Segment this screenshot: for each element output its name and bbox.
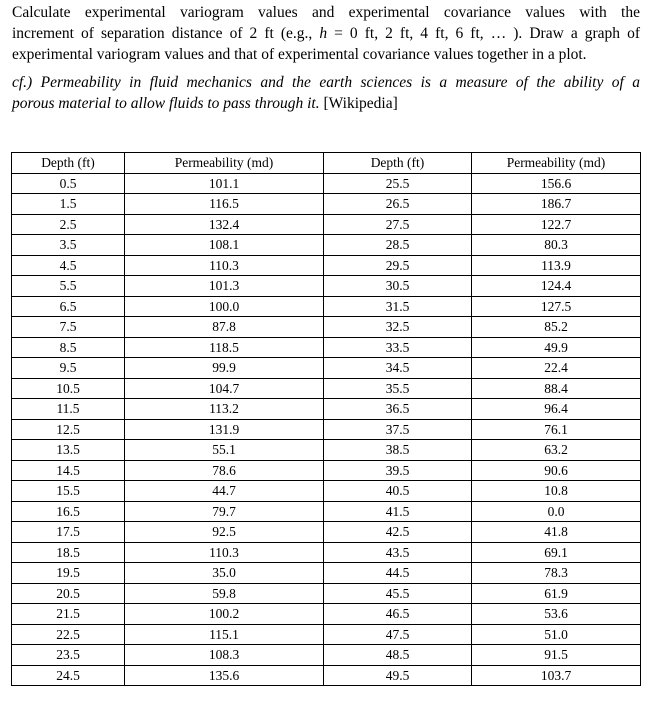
depth-cell: 5.5 (12, 276, 125, 297)
permeability-cell: 103.7 (472, 665, 641, 686)
table-row (12, 645, 641, 666)
permeability-cell: 79.7 (125, 501, 324, 522)
table-row (12, 173, 641, 194)
depth-cell: 46.5 (324, 604, 472, 625)
depth-cell: 37.5 (324, 419, 472, 440)
depth-cell: 7.5 (12, 317, 125, 338)
note-line-1: cf.) Permeability in fluid mechanics and the earth sciences is a measure of the ability of a (12, 74, 640, 91)
depth-cell: 25.5 (324, 173, 472, 194)
depth-cell: 26.5 (324, 194, 472, 215)
depth-cell: 41.5 (324, 501, 472, 522)
depth-cell: 35.5 (324, 378, 472, 399)
permeability-cell: 108.1 (125, 235, 324, 256)
header-permeability-right: Permeability (md) (472, 153, 641, 174)
permeability-cell: 132.4 (125, 214, 324, 235)
permeability-cell: 63.2 (472, 440, 641, 461)
separation-variable-h: h (319, 25, 328, 42)
table-row (12, 194, 641, 215)
depth-cell: 3.5 (12, 235, 125, 256)
permeability-cell: 99.9 (125, 358, 324, 379)
permeability-cell: 113.2 (125, 399, 324, 420)
header-depth-right: Depth (ft) (324, 153, 472, 174)
task-line-3: experimental variogram values and that of experimental covariance values together in a plot. (12, 46, 587, 63)
depth-cell: 15.5 (12, 481, 125, 502)
depth-cell: 42.5 (324, 522, 472, 543)
permeability-cell: 101.3 (125, 276, 324, 297)
permeability-cell: 59.8 (125, 583, 324, 604)
depth-cell: 36.5 (324, 399, 472, 420)
table-row (12, 214, 641, 235)
depth-cell: 8.5 (12, 337, 125, 358)
depth-cell: 32.5 (324, 317, 472, 338)
task-line-1: Calculate experimental variogram values and experimental covariance values with the (12, 4, 640, 21)
permeability-cell: 41.8 (472, 522, 641, 543)
permeability-cell: 88.4 (472, 378, 641, 399)
depth-cell: 12.5 (12, 419, 125, 440)
permeability-cell: 104.7 (125, 378, 324, 399)
depth-cell: 44.5 (324, 563, 472, 584)
permeability-cell: 61.9 (472, 583, 641, 604)
permeability-cell: 92.5 (125, 522, 324, 543)
permeability-cell: 96.4 (472, 399, 641, 420)
permeability-cell: 101.1 (125, 173, 324, 194)
depth-cell: 21.5 (12, 604, 125, 625)
permeability-cell: 100.2 (125, 604, 324, 625)
permeability-cell: 85.2 (472, 317, 641, 338)
table-row (12, 255, 641, 276)
depth-cell: 28.5 (324, 235, 472, 256)
depth-cell: 31.5 (324, 296, 472, 317)
depth-cell: 33.5 (324, 337, 472, 358)
permeability-cell: 35.0 (125, 563, 324, 584)
permeability-cell: 53.6 (472, 604, 641, 625)
table-row (12, 604, 641, 625)
depth-cell: 6.5 (12, 296, 125, 317)
depth-cell: 2.5 (12, 214, 125, 235)
depth-cell: 38.5 (324, 440, 472, 461)
table-row (12, 481, 641, 502)
table-row (12, 337, 641, 358)
table-body (12, 173, 641, 686)
permeability-cell: 80.3 (472, 235, 641, 256)
permeability-cell: 156.6 (472, 173, 641, 194)
table-row (12, 624, 641, 645)
depth-cell: 40.5 (324, 481, 472, 502)
table-row (12, 378, 641, 399)
permeability-cell: 110.3 (125, 542, 324, 563)
permeability-cell: 127.5 (472, 296, 641, 317)
note-line-2-text: porous material to allow fluids to pass through it. (12, 95, 320, 112)
table-row (12, 358, 641, 379)
table-row (12, 542, 641, 563)
header-permeability-left: Permeability (md) (125, 153, 324, 174)
table-row (12, 317, 641, 338)
permeability-cell: 55.1 (125, 440, 324, 461)
table-row (12, 399, 641, 420)
permeability-cell: 124.4 (472, 276, 641, 297)
permeability-cell: 108.3 (125, 645, 324, 666)
permeability-cell: 10.8 (472, 481, 641, 502)
depth-cell: 17.5 (12, 522, 125, 543)
task-line-2 (12, 23, 640, 44)
depth-cell: 16.5 (12, 501, 125, 522)
task-instructions (12, 2, 640, 65)
note-source: [Wikipedia] (319, 95, 398, 112)
depth-cell: 10.5 (12, 378, 125, 399)
depth-cell: 0.5 (12, 173, 125, 194)
table-row (12, 522, 641, 543)
table-row (12, 501, 641, 522)
permeability-cell: 51.0 (472, 624, 641, 645)
table-row (12, 276, 641, 297)
permeability-cell: 22.4 (472, 358, 641, 379)
depth-cell: 30.5 (324, 276, 472, 297)
table-row (12, 419, 641, 440)
permeability-cell: 135.6 (125, 665, 324, 686)
depth-cell: 1.5 (12, 194, 125, 215)
table-row (12, 583, 641, 604)
permeability-cell: 186.7 (472, 194, 641, 215)
permeability-cell: 49.9 (472, 337, 641, 358)
table-row (12, 440, 641, 461)
permeability-cell: 69.1 (472, 542, 641, 563)
depth-cell: 18.5 (12, 542, 125, 563)
depth-cell: 49.5 (324, 665, 472, 686)
depth-cell: 27.5 (324, 214, 472, 235)
depth-cell: 24.5 (12, 665, 125, 686)
permeability-cell: 78.6 (125, 460, 324, 481)
depth-cell: 23.5 (12, 645, 125, 666)
permeability-cell: 115.1 (125, 624, 324, 645)
depth-cell: 14.5 (12, 460, 125, 481)
depth-cell: 13.5 (12, 440, 125, 461)
permeability-table (11, 152, 641, 686)
permeability-cell: 0.0 (472, 501, 641, 522)
depth-cell: 20.5 (12, 583, 125, 604)
table-row (12, 563, 641, 584)
permeability-cell: 116.5 (125, 194, 324, 215)
table-row (12, 665, 641, 686)
task-line-2-end: = 0 ft, 2 ft, 4 ft, 6 ft, … ). Draw a graph of (327, 25, 641, 42)
depth-cell: 19.5 (12, 563, 125, 584)
table-row (12, 296, 641, 317)
permeability-cell: 78.3 (472, 563, 641, 584)
permeability-cell: 91.5 (472, 645, 641, 666)
permeability-cell: 90.6 (472, 460, 641, 481)
permeability-cell: 44.7 (125, 481, 324, 502)
permeability-cell: 100.0 (125, 296, 324, 317)
table-row (12, 460, 641, 481)
table-row (12, 235, 641, 256)
depth-cell: 11.5 (12, 399, 125, 420)
permeability-cell: 122.7 (472, 214, 641, 235)
note-line-2 (12, 93, 640, 114)
permeability-cell: 131.9 (125, 419, 324, 440)
depth-cell: 45.5 (324, 583, 472, 604)
permeability-cell: 87.8 (125, 317, 324, 338)
depth-cell: 29.5 (324, 255, 472, 276)
depth-cell: 34.5 (324, 358, 472, 379)
depth-cell: 4.5 (12, 255, 125, 276)
depth-cell: 47.5 (324, 624, 472, 645)
permeability-cell: 113.9 (472, 255, 641, 276)
depth-cell: 9.5 (12, 358, 125, 379)
depth-cell: 43.5 (324, 542, 472, 563)
permeability-cell: 110.3 (125, 255, 324, 276)
table-header-row (12, 153, 641, 174)
depth-cell: 22.5 (12, 624, 125, 645)
permeability-cell: 118.5 (125, 337, 324, 358)
permeability-cell: 76.1 (472, 419, 641, 440)
task-line-2-start: increment of separation distance of 2 ft (e.g., (12, 25, 320, 42)
header-depth-left: Depth (ft) (12, 153, 125, 174)
permeability-note (12, 72, 640, 114)
depth-cell: 48.5 (324, 645, 472, 666)
depth-cell: 39.5 (324, 460, 472, 481)
